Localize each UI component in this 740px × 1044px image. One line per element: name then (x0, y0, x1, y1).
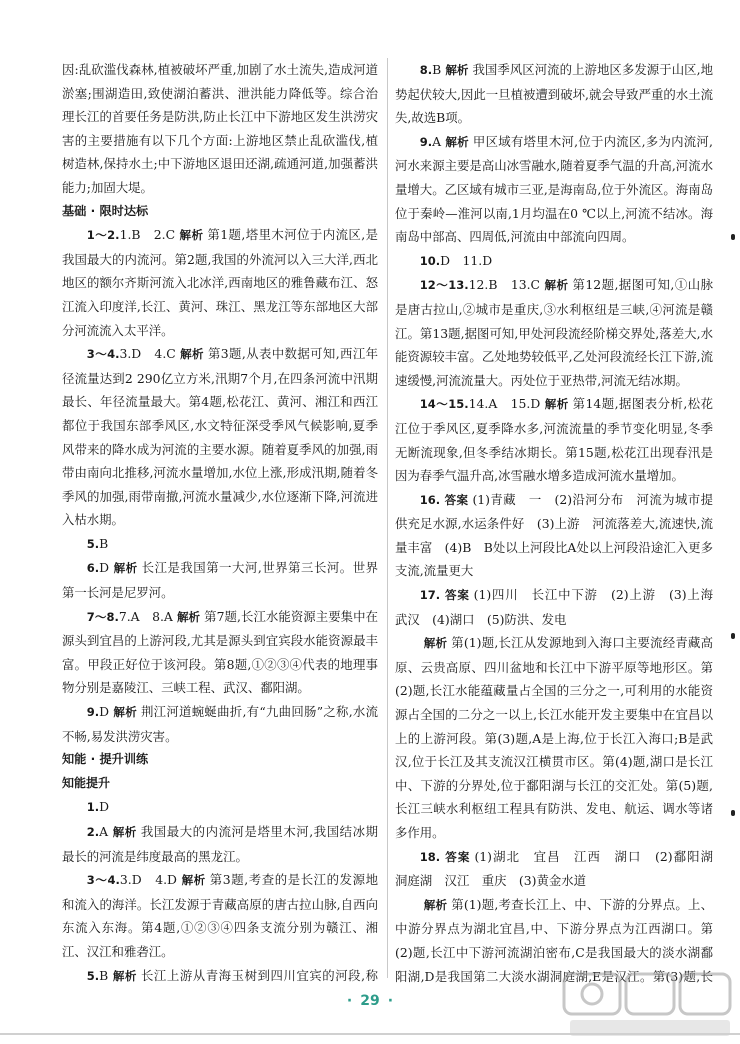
question-number: 9. (419, 134, 433, 149)
page-number-text: 29 (360, 993, 380, 1009)
answer-choice: D (99, 560, 110, 576)
answer-item (62, 820, 378, 868)
question-number: 6. (86, 561, 100, 576)
answer-choice: D (99, 799, 110, 815)
answer-choice: B (99, 967, 109, 983)
explanation-text: 荆江河道蜿蜒曲折,有“九曲回肠”之称,水流不畅,易发洪涝灾害。 (62, 704, 378, 744)
continued-paragraph: 因:乱砍滥伐森林,植被破坏严重,加剧了水土流失,造成河道淤塞;围湖造田,致使湖泊蓄洪、泄洪能力降低等。综合治理长江的首要任务是防洪,防止长江中下游地区发生洪涝灾害的主要措施有以下几个方面:上游地区禁止乱砍滥伐,植树造林,保持水土;中下游地区退田还湖,疏通河道,加强蓄洪能力;加固大堤。 (62, 62, 378, 195)
answer-item (62, 532, 378, 557)
question-number: 17. (419, 588, 441, 603)
explanation-text: 第(1)题,考查长江上、中、下游的分界点。上、中游分界点为湖北宜昌,中、下游分界点为江西湖口。第(2)题,长江中下游河流湖泊密布,C是我国最大的淡水湖鄱阳湖,D是我国第二大淡水湖洞庭湖,E是汉江。第(3)题,长 (395, 896, 713, 983)
right-column (395, 58, 713, 983)
answer-tag: 解析 (180, 873, 206, 888)
answer-choice: 7.A 8.A (118, 608, 173, 624)
answer-item (395, 249, 713, 274)
explanation-text: 长江是我国第一大河,世界第三长河。世界第一长河是尼罗河。 (62, 560, 378, 601)
answer-tag: 解析 (445, 134, 469, 149)
page-number-dot: · (387, 993, 394, 1009)
answer-tag: 解析 (112, 968, 137, 983)
question-number: 7～8. (86, 609, 119, 624)
explanation-text: 我国季风区河流的上游地区多发源于山区,地势起伏较大,因此一旦植被遭到破坏,就会导致严重的水土流失,故选B项。 (395, 62, 713, 126)
left-column (62, 58, 378, 983)
answer-item (395, 893, 713, 983)
answer-tag: 解析 (544, 278, 569, 293)
answer-item (395, 130, 713, 249)
answer-tag: 解析 (176, 609, 201, 624)
answer-choice: B (432, 62, 442, 77)
section-heading: 基础 · 限时达标 (62, 203, 149, 218)
answer-choice: B (99, 535, 109, 551)
bottom-rule (0, 1033, 740, 1035)
column-divider (387, 58, 388, 978)
explanation-text: 第7题,长江水能资源主要集中在源头到宜昌的上游河段,尤其是源头到宜宾段水能资源最丰富。甲段正好位于该河段。第8题,①②③④代表的地理事物分别是嘉陵江、三峡工程、武汉、鄱阳湖。 (62, 608, 378, 696)
explanation-text: 我国最大的内流河是塔里木河,我国结冰期最长的河流是纬度最高的黑龙江。 (62, 824, 378, 864)
margin-mark (731, 633, 735, 639)
explanation-text: 甲区域有塔里木河,位于内流区,多为内流河,河水来源主要是高山冰雪融水,随着夏季气温的升高,河流水量增大。乙区域有城市三亚,是海南岛,位于外流区。海南岛位于秦岭—淮河以南,1月均温在0 ℃以上,河流不结冰。海南岛中部高、四周低,河流由中部流向四周。 (395, 133, 713, 245)
question-number: 5. (86, 968, 100, 983)
answer-tag: 解析 (113, 705, 137, 720)
answer-tag: 解析 (423, 636, 448, 651)
question-number: 14～15. (419, 397, 469, 412)
explanation-text: 第12题,据图可知,①山脉是唐古拉山,②城市是重庆,③水利枢纽是三峡,④河流是赣江。第13题,据图可知,甲处河段流经阶梯交界处,落差大,水能资源较丰富。乙处地势较低平,乙处河段流经长江下游,流速缓慢,河流流量大。丙处位于亚热带,河流无结冰期。 (395, 277, 713, 388)
answer-item (62, 868, 378, 963)
answer-tag: 解析 (112, 825, 137, 839)
question-number: 16. (419, 492, 441, 507)
answer-item (62, 342, 378, 532)
answer-item (62, 964, 378, 983)
question-number: 3～4. (86, 873, 120, 888)
answer-item (395, 58, 713, 130)
answer-item (395, 392, 713, 487)
answer-item (395, 631, 713, 844)
answer-item (62, 223, 378, 342)
explanation-text: 长江上游从青海玉树到四川宜宾的河段,称 (140, 967, 378, 983)
section-subheading: 知能提升 (62, 775, 111, 790)
page-number (0, 990, 740, 1014)
answer-choice: A (99, 824, 109, 839)
explanation-text: 第3题,考查的是长江的发源地和流入的海洋。长江发源于青藏高原的唐古拉山脉,自西向东流入东海。第4题,①②③④四条支流分别为赣江、湘江、汉江和雅砻江。 (62, 872, 378, 959)
answer-choice: D (99, 704, 110, 720)
answer-choice: 12.B 13.C (468, 277, 541, 293)
answer-choice: 1.B 2.C (119, 227, 176, 243)
question-number: 18. (419, 849, 441, 864)
answer-choice: A (432, 133, 442, 149)
page-number-dot: · (346, 993, 353, 1009)
answer-item (62, 795, 378, 820)
answer-item (62, 700, 378, 748)
answer-tag: 解析 (544, 397, 569, 412)
answer-choice: 14.A 15.D (468, 396, 541, 412)
section-heading: 知能 · 提升训练 (62, 752, 149, 767)
answer-item (62, 605, 378, 700)
explanation-text: (1)青藏 一 (2)沿河分布 河流为城市提供充足水源,水运条件好 (3)上游 河流落差大,流速快,流量丰富 (4)B B处以上河段比A处以上河段沿途汇入更多支流,流量更大 (395, 491, 713, 579)
answer-tag: 解析 (423, 897, 448, 912)
explanation-text: (1)四川 长江中下游 (2)上游 (3)上海 武汉 (4)湖口 (5)防洪、发电 (395, 587, 713, 627)
answer-tag: 答案 (444, 849, 471, 864)
explanation-text: 第(1)题,长江从发源地到入海口主要流经青藏高原、云贵高原、四川盆地和长江中下游平原等地形区。第(2)题,长江水能蕴藏量占全国的三分之一,可利用的水能资源占全国的二分之一以上,长江水能开发主要集中在宜昌以上的上游河段。第(3)题,A是上海,位于长江入海口;B是武汉,位于长江及其支流汉江横贯市区。第(4)题,湖口是长江中、下游的分界处,位于鄱阳湖与长江的交汇处。第(5)题,长江三峡水利枢纽工程具有防洪、发电、航运、调水等诸多作用。 (395, 635, 713, 840)
explanation-text: 第14题,据图表分析,松花江位于季风区,夏季降水多,河流流量的季节变化明显,冬季无断流现象,但冬季结冰期长。第15题,松花江出现春汛是因为春季气温升高,冰雪融水增多造成河流水量增加。 (395, 396, 713, 484)
answer-choice: 3.D 4.C (119, 346, 176, 362)
explanation-text: 第3题,从表中数据可知,西江年径流量达到2 290亿立方米,汛期7个月,在四条河流中汛期最长、年径流量最大。第4题,松花江、黄河、湘江和西江都位于我国东部季风区,水文特征深受季风气候影响,夏季风带来的降水成为河流的主要水源。随着夏季风的加强,雨带由南向北推移,河流水量增加,水位上涨,形成汛期,随着冬季风的加强,雨带南撤,河流水量减少,水位逐渐下降,河流进入枯水期。 (62, 346, 378, 528)
margin-mark (731, 234, 735, 240)
explanation-text: (1)湖北 宜昌 江西 湖口 (2)鄱阳湖 洞庭湖 汉江 重庆 (3)黄金水道 (395, 848, 713, 889)
answer-item (395, 845, 713, 893)
answer-tag: 解析 (445, 63, 469, 77)
answer-choice: D 11.D (440, 252, 493, 268)
answer-tag: 解析 (113, 561, 138, 576)
question-number: 10. (419, 253, 441, 268)
answer-tag: 答案 (444, 492, 469, 507)
answer-item (395, 488, 713, 583)
answer-choice: 3.D 4.D (119, 872, 177, 888)
question-number: 9. (86, 705, 100, 720)
answer-tag: 解析 (179, 347, 204, 362)
answer-item (62, 556, 378, 604)
answer-tag: 答案 (444, 588, 470, 603)
question-number: 5. (86, 536, 100, 551)
question-number: 1. (86, 800, 100, 815)
answer-item (395, 273, 713, 392)
explanation-text: 第1题,塔里木河位于内流区,是我国最大的内流河。第2题,我国的外流河以入三大洋,西北地区的额尔齐斯河流入北冰洋,西南地区的雅鲁藏布江、怒江流入印度洋,长江、黄河、珠江、黑龙江等东部地区大部分河流流入太平洋。 (62, 227, 378, 338)
question-number: 1～2. (86, 228, 120, 243)
question-number: 2. (86, 825, 100, 839)
answer-tag: 解析 (179, 228, 204, 243)
question-number: 12～13. (419, 278, 469, 293)
question-number: 3～4. (86, 347, 120, 362)
answer-item (395, 583, 713, 631)
margin-mark (731, 810, 735, 816)
question-number: 8. (419, 63, 433, 77)
